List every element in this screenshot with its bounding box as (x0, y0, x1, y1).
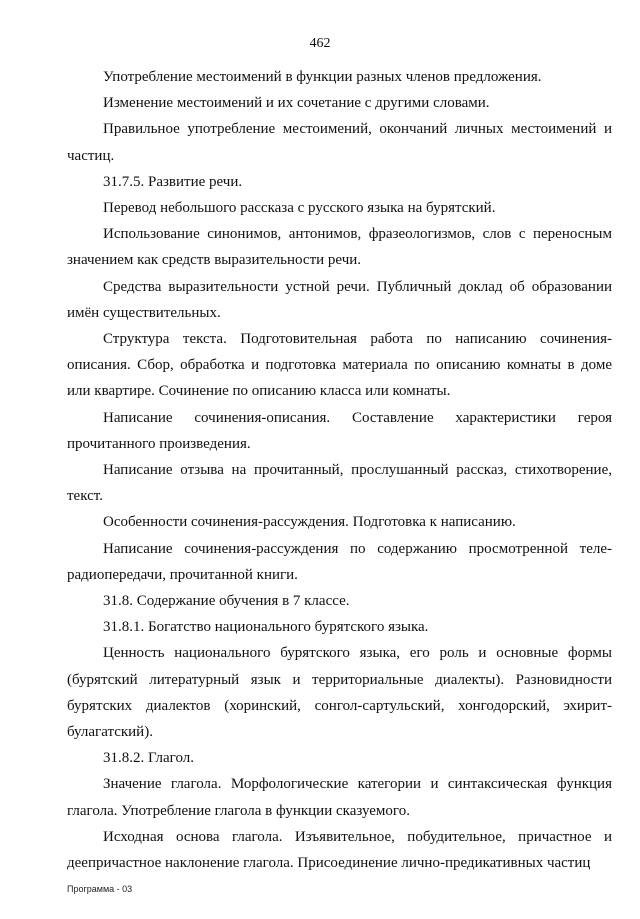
page-number: 462 (309, 36, 331, 51)
section-heading: 31.7.5. Развитие речи. (103, 173, 243, 190)
paragraph: Написание отзыва на прочитанный, прослушанный рассказ, стихотворение, текст. (67, 462, 612, 505)
paragraph: Правильное употребление местоимений, окончаний личных местоимений и частиц. (67, 121, 612, 164)
paragraph: Написание сочинения-рассуждения по содержанию просмотренной теле-радиопередачи, прочитанной книги. (67, 540, 612, 583)
paragraph: Использование синонимов, антонимов, фразеологизмов, слов с переносным значением как средств выразительности речи. (67, 226, 612, 269)
paragraph: Особенности сочинения-рассуждения. Подготовка к написанию. (103, 514, 516, 531)
section-heading: 31.8.1. Богатство национального бурятского языка. (103, 619, 429, 636)
paragraph: Написание сочинения-описания. Составление характеристики героя прочитанного произведения. (67, 409, 612, 452)
paragraph: Значение глагола. Морфологические категории и синтаксическая функция глагола. Употребление глагола в функции сказуемого. (67, 776, 612, 819)
paragraph: Перевод небольшого рассказа с русского языка на бурятский. (103, 200, 496, 217)
paragraph: Ценность национального бурятского языка, его роль и основные формы (бурятский литературный язык и территориальные диалекты). Разновидности бурятских диалектов (хоринский, сонгол-сартульский, хонгодорский, эхирит-булагатский). (67, 645, 612, 741)
footer-label: Программа - 03 (67, 884, 133, 894)
section-heading: 31.8.2. Глагол. (103, 750, 195, 767)
paragraph: Употребление местоимений в функции разных членов предложения. (103, 69, 542, 85)
paragraph: Средства выразительности устной речи. Публичный доклад об образовании имён существительных. (67, 278, 612, 321)
paragraph: Структура текста. Подготовительная работа по написанию сочинения-описания. Сбор, обработка и подготовка материала по описанию комнаты в доме или квартире. Сочинение по описанию класса или комнаты. (67, 331, 612, 400)
section-heading: 31.8. Содержание обучения в 7 классе. (103, 593, 350, 610)
paragraph: Исходная основа глагола. Изъявительное, побудительное, причастное и деепричастное наклонение глагола. Присоединение лично-предикативных частиц (67, 828, 612, 872)
document-body (67, 64, 612, 876)
paragraph: Изменение местоимений и их сочетание с другими словами. (103, 95, 490, 112)
